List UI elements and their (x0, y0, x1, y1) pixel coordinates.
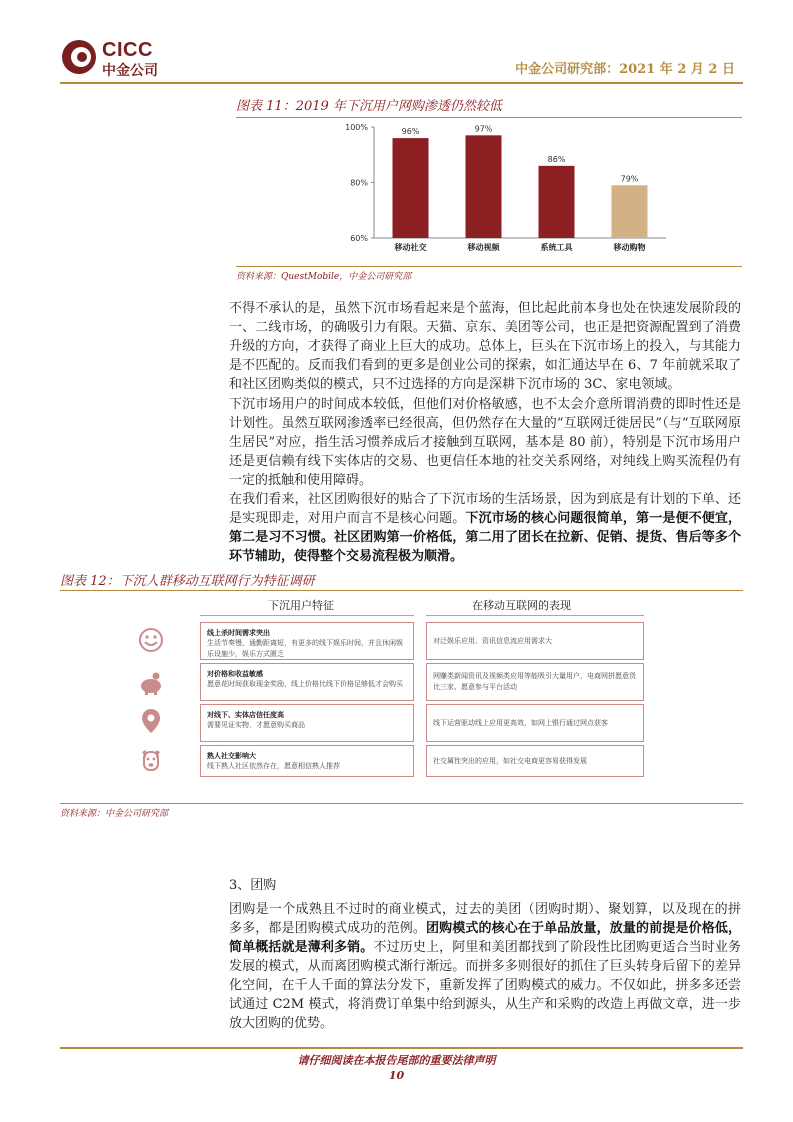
figure12-row2-feature (200, 663, 414, 701)
figure12-col-right-header: 在移动互联网的表现 (472, 599, 571, 612)
figure12-row1-feature-title: 线上杀时间需求突出 (207, 628, 270, 637)
figure12-row1-behavior: 对泛娱乐应用、资讯信息流应用需求大 (426, 622, 644, 660)
footer-divider (60, 1047, 743, 1049)
figure12-row4-feature (200, 745, 414, 777)
figure12-row4-feature-title: 熟人社交影响大 (207, 751, 256, 760)
figure12-bottom-rule (60, 803, 743, 804)
header-source-date: 中金公司研究部：2021 年 2 月 2 日 (515, 62, 735, 77)
paragraph-4 (229, 900, 741, 1033)
category-label: 移动社交 (394, 243, 427, 252)
y-tick-label: 80% (350, 178, 368, 188)
cicc-logo-mark-icon (60, 38, 98, 76)
category-label: 移动视频 (467, 243, 500, 252)
figure11-title: 图表 11：2019 年下沉用户网购渗透仍然较低 (236, 99, 502, 114)
figure12-source: 资料来源：中金公司研究部 (60, 809, 169, 819)
bar (393, 138, 429, 238)
paragraph-3-bold: 下沉市场的核心问题很简单，第一是便不便宜，第二是习不习惯。社区团购第一价格低，第二用了团长在拉新、促销、提货、售后等多个环节辅助，使得整个交易流程极为顺滑。 (229, 511, 741, 564)
location-pin-icon (136, 706, 166, 736)
figure12-col-left-underline (200, 615, 414, 616)
bar-value-label: 96% (401, 127, 420, 137)
figure12-row2-feature-title: 对价格和收益敏感 (207, 669, 263, 678)
category-label: 移动购物 (613, 243, 646, 252)
figure12-top-rule (60, 590, 743, 591)
figure12-title: 图表 12：下沉人群移动互联网行为特征调研 (60, 574, 315, 589)
bar-value-label: 97% (474, 124, 493, 134)
dog-face-icon (136, 746, 166, 776)
section-heading: 3、团购 (229, 878, 277, 893)
figure11-source: 资料来源：QuestMobile，中金公司研究部 (236, 272, 412, 282)
logo-en-text: CICC (102, 39, 153, 61)
figure12-row4-feature-desc: 线下熟人社区依然存在，愿意相信熟人推荐 (207, 762, 340, 770)
paragraph-4-text-b: 不过历史上，阿里和美团都找到了阶段性比团购更适合当时业务发展的模式，从而离团购模式渐行渐远。而拼多多则很好的抓住了巨头转身后留下的差异化空间，在千人千面的算法分发下，重新发挥了团购模式的威力。不仅如此，拼多多还尝试通过 C2M 模式，将消费订单集中给到源头，从生产和采购的改造上再做文章，进一步放大团购的优势。 (229, 940, 741, 1031)
figure12-col-left-header: 下沉用户特征 (268, 599, 334, 612)
figure12-row2-behavior: 网赚类新闻资讯及视频类应用等能吸引大量用户，电商网拼愿意货比三家、愿意参与平台活动 (426, 663, 644, 701)
cicc-logo (60, 38, 160, 78)
paragraph-3-text: 在我们看来，社区团购很好的贴合了下沉市场的生活场景，因为到底是有计划的下单、还是实现即走，对用户而言不是核心问题。 (229, 492, 741, 526)
piggy-bank-icon (136, 668, 166, 698)
bar (539, 166, 575, 238)
bar (466, 135, 502, 238)
figure12-row4-behavior: 社交属性突出的应用，如社交电商更容易获得发展 (426, 745, 644, 777)
bar-value-label: 79% (620, 174, 639, 184)
paragraph-2: 下沉市场用户的时间成本较低，但他们对价格敏感，也不太会介意所谓消费的即时性还是计划性。虽然互联网渗透率已经很高，但仍然存在大量的“互联网迁徙居民”（与“互联网原生居民”对应，指生活习惯养成后才接触到互联网，基本是 80 前），特别是下沉市场用户还是更信赖有线下实体店的交易、也更信任本地的社交关系网络，对纯线上购买流程仍有一定的抵触和使用障碍。 (229, 397, 741, 488)
bar (612, 185, 648, 238)
paragraph-4-bold: 团购模式的核心在于单品放量，放量的前提是价格低，简单概括就是薄利多销。 (229, 921, 741, 955)
figure12-row1-feature (200, 622, 414, 660)
smiley-icon (136, 625, 166, 655)
paragraph-1: 不得不承认的是，虽然下沉市场看起来是个蓝海，但比起此前本身也处在快速发展阶段的一、二线市场，的确吸引力有限。天猫、京东、美团等公司，也正是把资源配置到了消费升级的方向，才获得了商业上巨大的成功。总体上，巨头在下沉市场上的投入，与其能力是不匹配的。反而我们看到的更多是创业公司的探索，如汇通达早在 6、7 年前就采取了和社区团购类似的模式，只不过选择的方向是深耕下沉市场的 3C、家电领域。 (229, 301, 741, 392)
category-label: 系统工具 (540, 243, 573, 252)
figure12-row3-feature-desc: 需要见证实物，才愿意购买商品 (207, 721, 305, 729)
logo-cn-text: 中金公司 (102, 63, 158, 79)
bar-value-label: 86% (547, 154, 566, 164)
y-tick-label: 60% (350, 234, 368, 243)
figure11-bottom-rule (236, 266, 742, 267)
figure12-row2-feature-desc: 愿意花时间获取现金奖励，线上价格比线下价格足够低才会购买 (207, 680, 403, 688)
figure12-row3-feature (200, 704, 414, 742)
figure11-bar-chart (236, 118, 742, 266)
figure12-row3-feature-title: 对线下、实体店信任度高 (207, 710, 284, 719)
y-tick-label: 100% (345, 123, 368, 132)
figure12-col-right-underline (426, 615, 644, 616)
paragraph-3 (229, 490, 741, 566)
header-divider (60, 82, 743, 84)
page-number: 10 (388, 1069, 405, 1082)
figure12-row3-behavior: 线下运营驱动线上应用更高效，如网上银行通过网点获客 (426, 704, 644, 742)
figure12-row1-feature-desc: 生活节奏慢，通勤距离短，有更多的线下娱乐时间，并且休闲娱乐设施少，娱乐方式匮乏 (207, 639, 403, 658)
footer-disclaimer: 请仔细阅读在本报告尾部的重要法律声明 (297, 1054, 496, 1067)
paragraph-4-text-a: 团购是一个成熟且不过时的商业模式，过去的美团（团购时期）、聚划算，以及现在的拼多多，都是团购模式成功的范例。 (229, 902, 741, 936)
